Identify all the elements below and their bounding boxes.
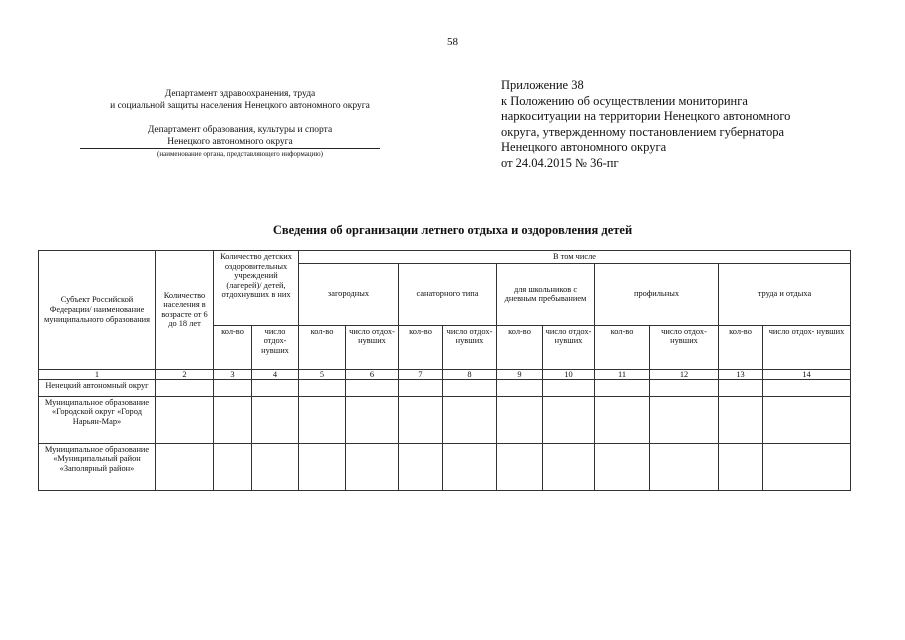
sub-count: кол-во bbox=[399, 325, 443, 369]
summer-rest-table bbox=[38, 250, 851, 491]
appendix-block bbox=[501, 78, 881, 171]
page-number: 58 bbox=[447, 36, 458, 48]
appendix-line-3: наркоситуации на территории Ненецкого автономного bbox=[501, 109, 791, 123]
organ-caption: (наименование органа, представляющего информацию) bbox=[157, 150, 323, 158]
table-row bbox=[39, 379, 851, 396]
header-camps: Количество детских оздоровительных учреждений (лагерей)/ детей, отдохнувших в них bbox=[214, 251, 299, 326]
header-sanatorium: санаторного типа bbox=[399, 263, 497, 325]
appendix-line-1: Приложение 38 bbox=[501, 78, 584, 92]
header-population: Количество населения в возрасте от 6 до 18 лет bbox=[156, 251, 214, 370]
header-row-1 bbox=[39, 251, 851, 264]
sub-count: кол-во bbox=[299, 325, 346, 369]
column-number: 10 bbox=[543, 369, 595, 379]
column-number: 7 bbox=[399, 369, 443, 379]
sub-count: кол-во bbox=[595, 325, 650, 369]
dept-education bbox=[40, 124, 440, 159]
column-number: 6 bbox=[346, 369, 399, 379]
dept-edu-line-1: Департамент образования, культуры и спорта bbox=[147, 125, 333, 135]
dept-health bbox=[40, 88, 440, 112]
header-day-camp: для школьников с дневным пребыванием bbox=[497, 263, 595, 325]
sub-rested: число отдох-нувших bbox=[650, 325, 719, 369]
column-number: 4 bbox=[252, 369, 299, 379]
header-country: загородных bbox=[299, 263, 399, 325]
header-profile: профильных bbox=[595, 263, 719, 325]
table-row bbox=[39, 396, 851, 443]
header-labor: труда и отдыха bbox=[719, 263, 851, 325]
row-label-zapolyarny: Муниципальное образование «Муниципальный район «Заполярный район» bbox=[39, 443, 156, 490]
sub-rested: число отдох-нувших bbox=[543, 325, 595, 369]
column-number: 14 bbox=[763, 369, 851, 379]
dept-edu-line-2: Ненецкого автономного округа bbox=[80, 136, 380, 149]
column-number: 13 bbox=[719, 369, 763, 379]
column-number: 9 bbox=[497, 369, 543, 379]
column-number: 8 bbox=[443, 369, 497, 379]
appendix-line-5: Ненецкого автономного округа bbox=[501, 140, 667, 154]
sub-rested: число отдох- нувших bbox=[763, 325, 851, 369]
reporting-organ-block bbox=[40, 88, 440, 159]
column-number: 1 bbox=[39, 369, 156, 379]
column-number: 11 bbox=[595, 369, 650, 379]
sub-count: кол-во bbox=[497, 325, 543, 369]
document-title: Сведения об организации летнего отдыха и оздоровления детей bbox=[272, 223, 633, 237]
sub-rested: число отдох-нувших bbox=[252, 325, 299, 369]
row-label-nao: Ненецкий автономный округ bbox=[39, 379, 156, 396]
column-numbers-row bbox=[39, 369, 851, 379]
appendix-line-6: от 24.04.2015 № 36-пг bbox=[501, 155, 619, 170]
table-row bbox=[39, 443, 851, 490]
sub-rested: число отдох-нувших bbox=[346, 325, 399, 369]
column-number: 3 bbox=[214, 369, 252, 379]
column-number: 2 bbox=[156, 369, 214, 379]
row-label-naryan-mar: Муниципальное образование «Городской округ «Город Нарьян-Мар» bbox=[39, 396, 156, 443]
sub-rested: число отдох-нувших bbox=[443, 325, 497, 369]
column-number: 5 bbox=[299, 369, 346, 379]
dept-health-line-2: и социальной защиты населения Ненецкого автономного округа bbox=[110, 101, 370, 111]
sub-count: кол-во bbox=[214, 325, 252, 369]
sub-count: кол-во bbox=[719, 325, 763, 369]
appendix-line-2: к Положению об осуществлении мониторинга bbox=[501, 93, 748, 108]
header-including: В том числе bbox=[299, 251, 851, 264]
header-subject: Субъект Российской Федерации/ наименование муниципального образования bbox=[39, 251, 156, 370]
dept-health-line-1: Департамент здравоохранения, труда bbox=[164, 89, 316, 99]
column-number: 12 bbox=[650, 369, 719, 379]
appendix-line-4: округа, утвержденному постановлением губернатора bbox=[501, 124, 784, 139]
